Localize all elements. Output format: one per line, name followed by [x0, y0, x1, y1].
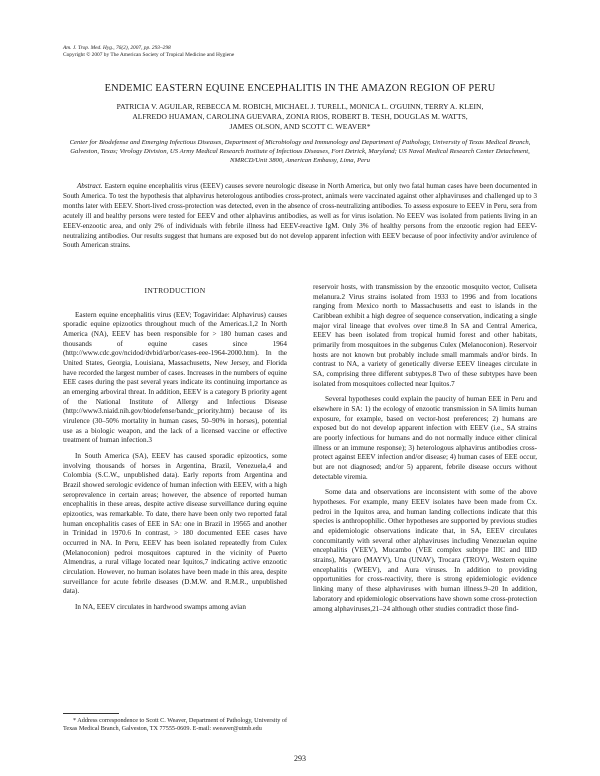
article-title: ENDEMIC EASTERN EQUINE ENCEPHALITIS IN THE AMAZON REGION OF PERU [104, 83, 496, 94]
footnote-divider [63, 713, 119, 714]
journal-citation-line: Am. J. Trop. Med. Hyg., 76(2), 2007, pp. 293–298 [63, 45, 171, 51]
body-paragraph: Some data and observations are inconsistent with some of the above hypotheses. For example, many EEEV isolates have been made from Cx. pedroi in the Iquitos area, and human landing collections indicate that this species is anthropophilic. Other hypotheses are supported by previous studies and epidemiologic observations indicate that, in SA, EEEV circulates concomitantly with several other alphaviruses including Venezuelan equine encephalitis (VEEV), Mucambo (VEE complex subtype IIIC and IIID strains), Mayaro (MAYV), Una (UNAV), Trocara (TROV), Western equine encephalitis (WEEV), and Aura viruses. In addition to providing opportunities for cross-reactivity, there is strong epidemiologic evidence linking many of these alphaviruses with human illness.9–20 In addition, laboratory and epidemiologic observations have shown some cross-protection among alphaviruses,21–24 although other studies contradict those find- [313, 488, 537, 613]
abstract-label: Abstract. [77, 182, 103, 190]
author-line: PATRICIA V. AGUILAR, REBECCA M. ROBICH, MICHAEL J. TURELL, MONICA L. O'GUINN, TERRY A. KLEIN, [116, 102, 484, 111]
author-line: ALFREDO HUAMAN, CAROLINA GUEVARA, ZONIA RIOS, ROBERT B. TESH, DOUGLAS M. WATTS, [132, 112, 468, 122]
abstract [63, 182, 537, 251]
body-paragraph: In NA, EEEV circulates in hardwood swamps among avian [75, 603, 246, 612]
author-line: JAMES OLSON, AND SCOTT C. WEAVER* [229, 122, 371, 132]
correspondence-footnote: * Address correspondence to Scott C. Weaver, Department of Pathology, University of Texas Medical Branch, Galveston, TX 77555-0609. E-mail: sweaver@utmb.edu [63, 717, 287, 733]
body-paragraph: Eastern equine encephalitis virus (EEV; Togaviridae: Alphavirus) causes sporadic equine epizootics throughout much of the Americas.1,2 In North America (NA), EEEV has been responsible for > 180 human cases and thousands of equine cases since 1964 (http://www.cdc.gov/ncidod/dvbid/arbor/cases-eee-1964-2000.htm). In the United States, Georgia, Louisiana, Massachusetts, New Jersey, and Florida have recorded the largest number of cases. Increases in the numbers of equine EEE cases during the past several years indicate its continuing importance as an emerging arboviral threat. In addition, EEEV is a category B priority agent of the National Institute of Allergy and Infectious Disease (http://www3.niaid.nih.gov/biodefense/bandc_priority.htm) because of its virulence (30–50% mortality in human cases, 50–90% in horses), potential use as a biologic weapon, and the lack of a licensed vaccine or effective treatment of human infection.3 [63, 310, 287, 445]
body-paragraph: In South America (SA), EEEV has caused sporadic epizootics, some involving thousands of horses in Argentina, Brazil, Venezuela,4 and Colombia (S.C.W., unpublished data). Early reports from Argentina and Brazil showed serologic evidence of human infection with EEEV, with a high seroprevalence in certain areas; however, the absence of reported human encephalitis in these areas, despite active disease surveillance during equine epizootics, was remarkable. To date, there have been only two reported fatal human encephalitis cases of EEE in SA: one in Brazil in 19565 and another in Trinidad in 1970.6 In contrast, > 180 documented EEE cases have occurred in NA. In Peru, EEEV has been isolated repeatedly from Culex (Melanoconion) pedroi mosquitoes captured in the vicinity of Puerto Almendras, a rural village located near Iquitos,7 indicating active enzootic circulation. However, no human isolates have been made in this area, despite surveillance for acute febrile diseases (D.M.W. and R.M.R., unpublished data). [63, 452, 287, 596]
author-list [63, 102, 537, 133]
journal-citation [63, 45, 234, 59]
right-column [313, 283, 537, 614]
section-heading: INTRODUCTION [144, 286, 206, 295]
affiliations: Center for Biodefense and Emerging Infectious Diseases, Department of Microbiology and Immunology and Department of Pathology, University of Texas Medical Branch, Galveston, Texas; Virology Division, US Army Medical Research Institute of Infectious Diseases, Fort Detrick, Maryland; US Naval Medical Research Center Detachment, NMRCD/Unit 3800, American Embassy, Lima, Peru [69, 139, 531, 164]
body-paragraph: reservoir hosts, with transmission by the enzootic mosquito vector, Culiseta melanura.2 Virus strains isolated from 1933 to 1996 and from locations ranging from Mexico north to Massachusetts and east to islands in the Caribbean exhibit a high degree of sequence conservation, indicating a single major viral lineage that evolves over time.8 In SA and Central America, EEEV has been isolated from tropical humid forest and other habitats, primarily from mosquitoes in the subgenus Culex (Melanoconion). Reservoir hosts are not known but probably include small mammals and/or birds. In contrast to NA, a variety of genetically diverse EEEV lineages circulate in SA, comprising three different subtypes.8 Two of these subtypes have been isolated from mosquitoes collected near Iquitos.7 [313, 283, 537, 388]
abstract-text: Eastern equine encephalitis virus (EEEV) causes severe neurologic disease in North America, but only two fatal human cases have been documented in South America. To test the hypothesis that alphavirus heterologous antibodies cross-protect, animals were vaccinated against other alphaviruses and challenged up to 3 months later with EEEV. Short-lived cross-protection was detected, even in the absence of cross-neutralizing antibodies. To assess exposure to EEEV in Peru, sera from acutely ill and healthy persons were tested for EEEV and other alphavirus antibodies, as well as for virus isolation. No EEEV was isolated from patients living in an EEEV-enzootic area, and only 2% of individuals with febrile illness had EEEV-reactive IgM. Only 3% of healthy persons from the enzootic region had EEEV-neutralizing antibodies. Our results suggest that humans are exposed but do not develop apparent infection with EEEV because of poor infectivity and/or avirulence of South American strains. [63, 182, 537, 250]
page-number: 293 [294, 754, 306, 763]
left-column [63, 286, 287, 613]
body-paragraph: Several hypotheses could explain the paucity of human EEE in Peru and elsewhere in SA: 1) the ecology of enzootic transmission in SA limits human exposure, for example, based on vector-host preferences; 2) humans are exposed but do not develop apparent infection with EEEV (i.e., SA strains are poorly infectious for humans and do not normally induce either clinical illness or an immune response); 3) heterologous alphavirus antibodies cross-protect against EEEV infection and/or disease; 4) human cases of EEE occur, but are not diagnosed; and/or 5) apparent, febrile disease occurs without detectable viremia. [313, 395, 537, 481]
copyright-line: Copyright © 2007 by The American Society of Tropical Medicine and Hygiene [63, 52, 235, 58]
